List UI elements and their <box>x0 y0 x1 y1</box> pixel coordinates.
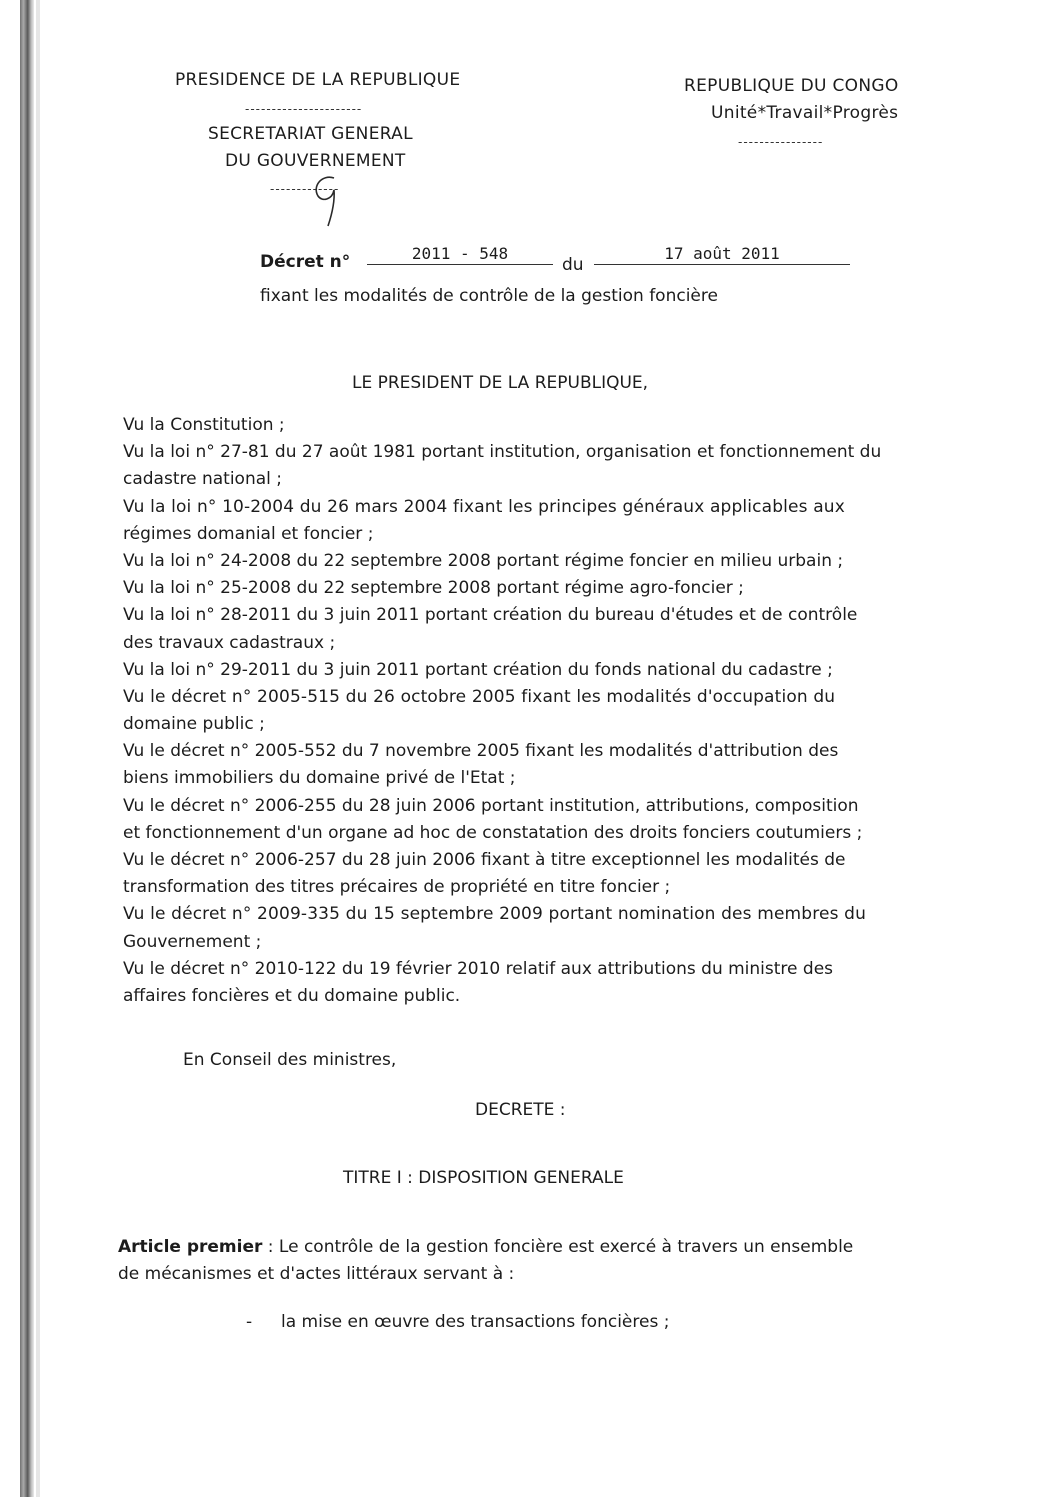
decree-date: 17 août 2011 <box>594 244 850 265</box>
header-separator-2: ------------- <box>270 182 340 196</box>
header-republique: REPUBLIQUE DU CONGO <box>684 76 899 96</box>
visa-line: Vu la loi n° 10-2004 du 26 mars 2004 fixant les principes généraux applicables aux <box>123 496 845 517</box>
bullet-text: la mise en œuvre des transactions foncières ; <box>281 1312 670 1332</box>
visa-line: affaires foncières et du domaine public. <box>123 985 461 1006</box>
visa-line: domaine public ; <box>123 714 265 735</box>
article-text: : Le contrôle de la gestion foncière est exercé à travers un ensemble <box>262 1237 854 1257</box>
visa-line: Gouvernement ; <box>123 931 262 952</box>
visa-line: Vu la loi n° 27-81 du 27 août 1981 portant institution, organisation et fonctionnement du <box>123 442 882 463</box>
visa-line: Vu la loi n° 25-2008 du 22 septembre 2008 portant régime agro-foncier ; <box>123 578 744 599</box>
decree-du: du <box>562 255 584 275</box>
visa-line: Vu la loi n° 28-2011 du 3 juin 2011 portant création du bureau d'études et de contrôle <box>123 605 858 626</box>
conseil-line: En Conseil des ministres, <box>183 1050 397 1070</box>
scan-edge-shadow <box>20 0 34 1497</box>
header-separator-1: ---------------------- <box>245 102 363 116</box>
visa-line: Vu le décret n° 2010-122 du 19 février 2010 relatif aux attributions du ministre des <box>123 958 834 979</box>
visa-line: biens immobiliers du domaine privé de l'Etat ; <box>123 768 516 789</box>
visa-line: Vu le décret n° 2005-552 du 7 novembre 2005 fixant les modalités d'attribution des <box>123 741 839 762</box>
article-line-2: de mécanismes et d'actes littéraux servant à : <box>118 1264 515 1284</box>
decrete-heading: DECRETE : <box>475 1100 566 1120</box>
visa-line: Vu le décret n° 2009-335 du 15 septembre 2009 portant nomination des membres du <box>123 904 866 925</box>
president-heading: LE PRESIDENT DE LA REPUBLIQUE, <box>352 373 649 393</box>
visa-line: des travaux cadastraux ; <box>123 632 336 653</box>
titre-heading: TITRE I : DISPOSITION GENERALE <box>343 1168 624 1188</box>
bullet-marker: - <box>246 1312 253 1332</box>
visa-line: transformation des titres précaires de propriété en titre foncier ; <box>123 877 671 898</box>
header-separator-right: ---------------- <box>738 135 824 149</box>
handwritten-mark <box>304 172 350 228</box>
visa-line: Vu la loi n° 29-2011 du 3 juin 2011 portant création du fonds national du cadastre ; <box>123 659 833 680</box>
visa-line: Vu la Constitution ; <box>123 415 285 435</box>
decree-number: 2011 - 548 <box>367 244 553 265</box>
scan-edge-highlight <box>36 0 40 1497</box>
visa-line: cadastre national ; <box>123 469 283 490</box>
visas-block <box>123 412 943 1010</box>
visa-line: Vu la loi n° 24-2008 du 22 septembre 2008 portant régime foncier en milieu urbain ; <box>123 550 844 571</box>
visa-line: Vu le décret n° 2006-255 du 28 juin 2006 portant institution, attributions, composition <box>123 795 859 816</box>
decree-subtitle: fixant les modalités de contrôle de la gestion foncière <box>260 286 718 306</box>
visa-line: et fonctionnement d'un organe ad hoc de constatation des droits fonciers coutumiers ; <box>123 822 863 843</box>
article-label: Article premier <box>118 1237 263 1257</box>
visa-line: régimes domanial et foncier ; <box>123 523 374 544</box>
article-line-1 <box>118 1237 853 1257</box>
visa-line: Vu le décret n° 2006-257 du 28 juin 2006 fixant à titre exceptionnel les modalités de <box>123 850 846 870</box>
header-motto: Unité*Travail*Progrès <box>711 103 899 123</box>
decree-label: Décret n° <box>260 252 351 272</box>
visa-line: Vu le décret n° 2005-515 du 26 octobre 2005 fixant les modalités d'occupation du <box>123 686 836 707</box>
header-secretariat: SECRETARIAT GENERAL <box>208 124 413 144</box>
header-gouvernement: DU GOUVERNEMENT <box>225 151 406 171</box>
header-presidence: PRESIDENCE DE LA REPUBLIQUE <box>175 70 461 90</box>
